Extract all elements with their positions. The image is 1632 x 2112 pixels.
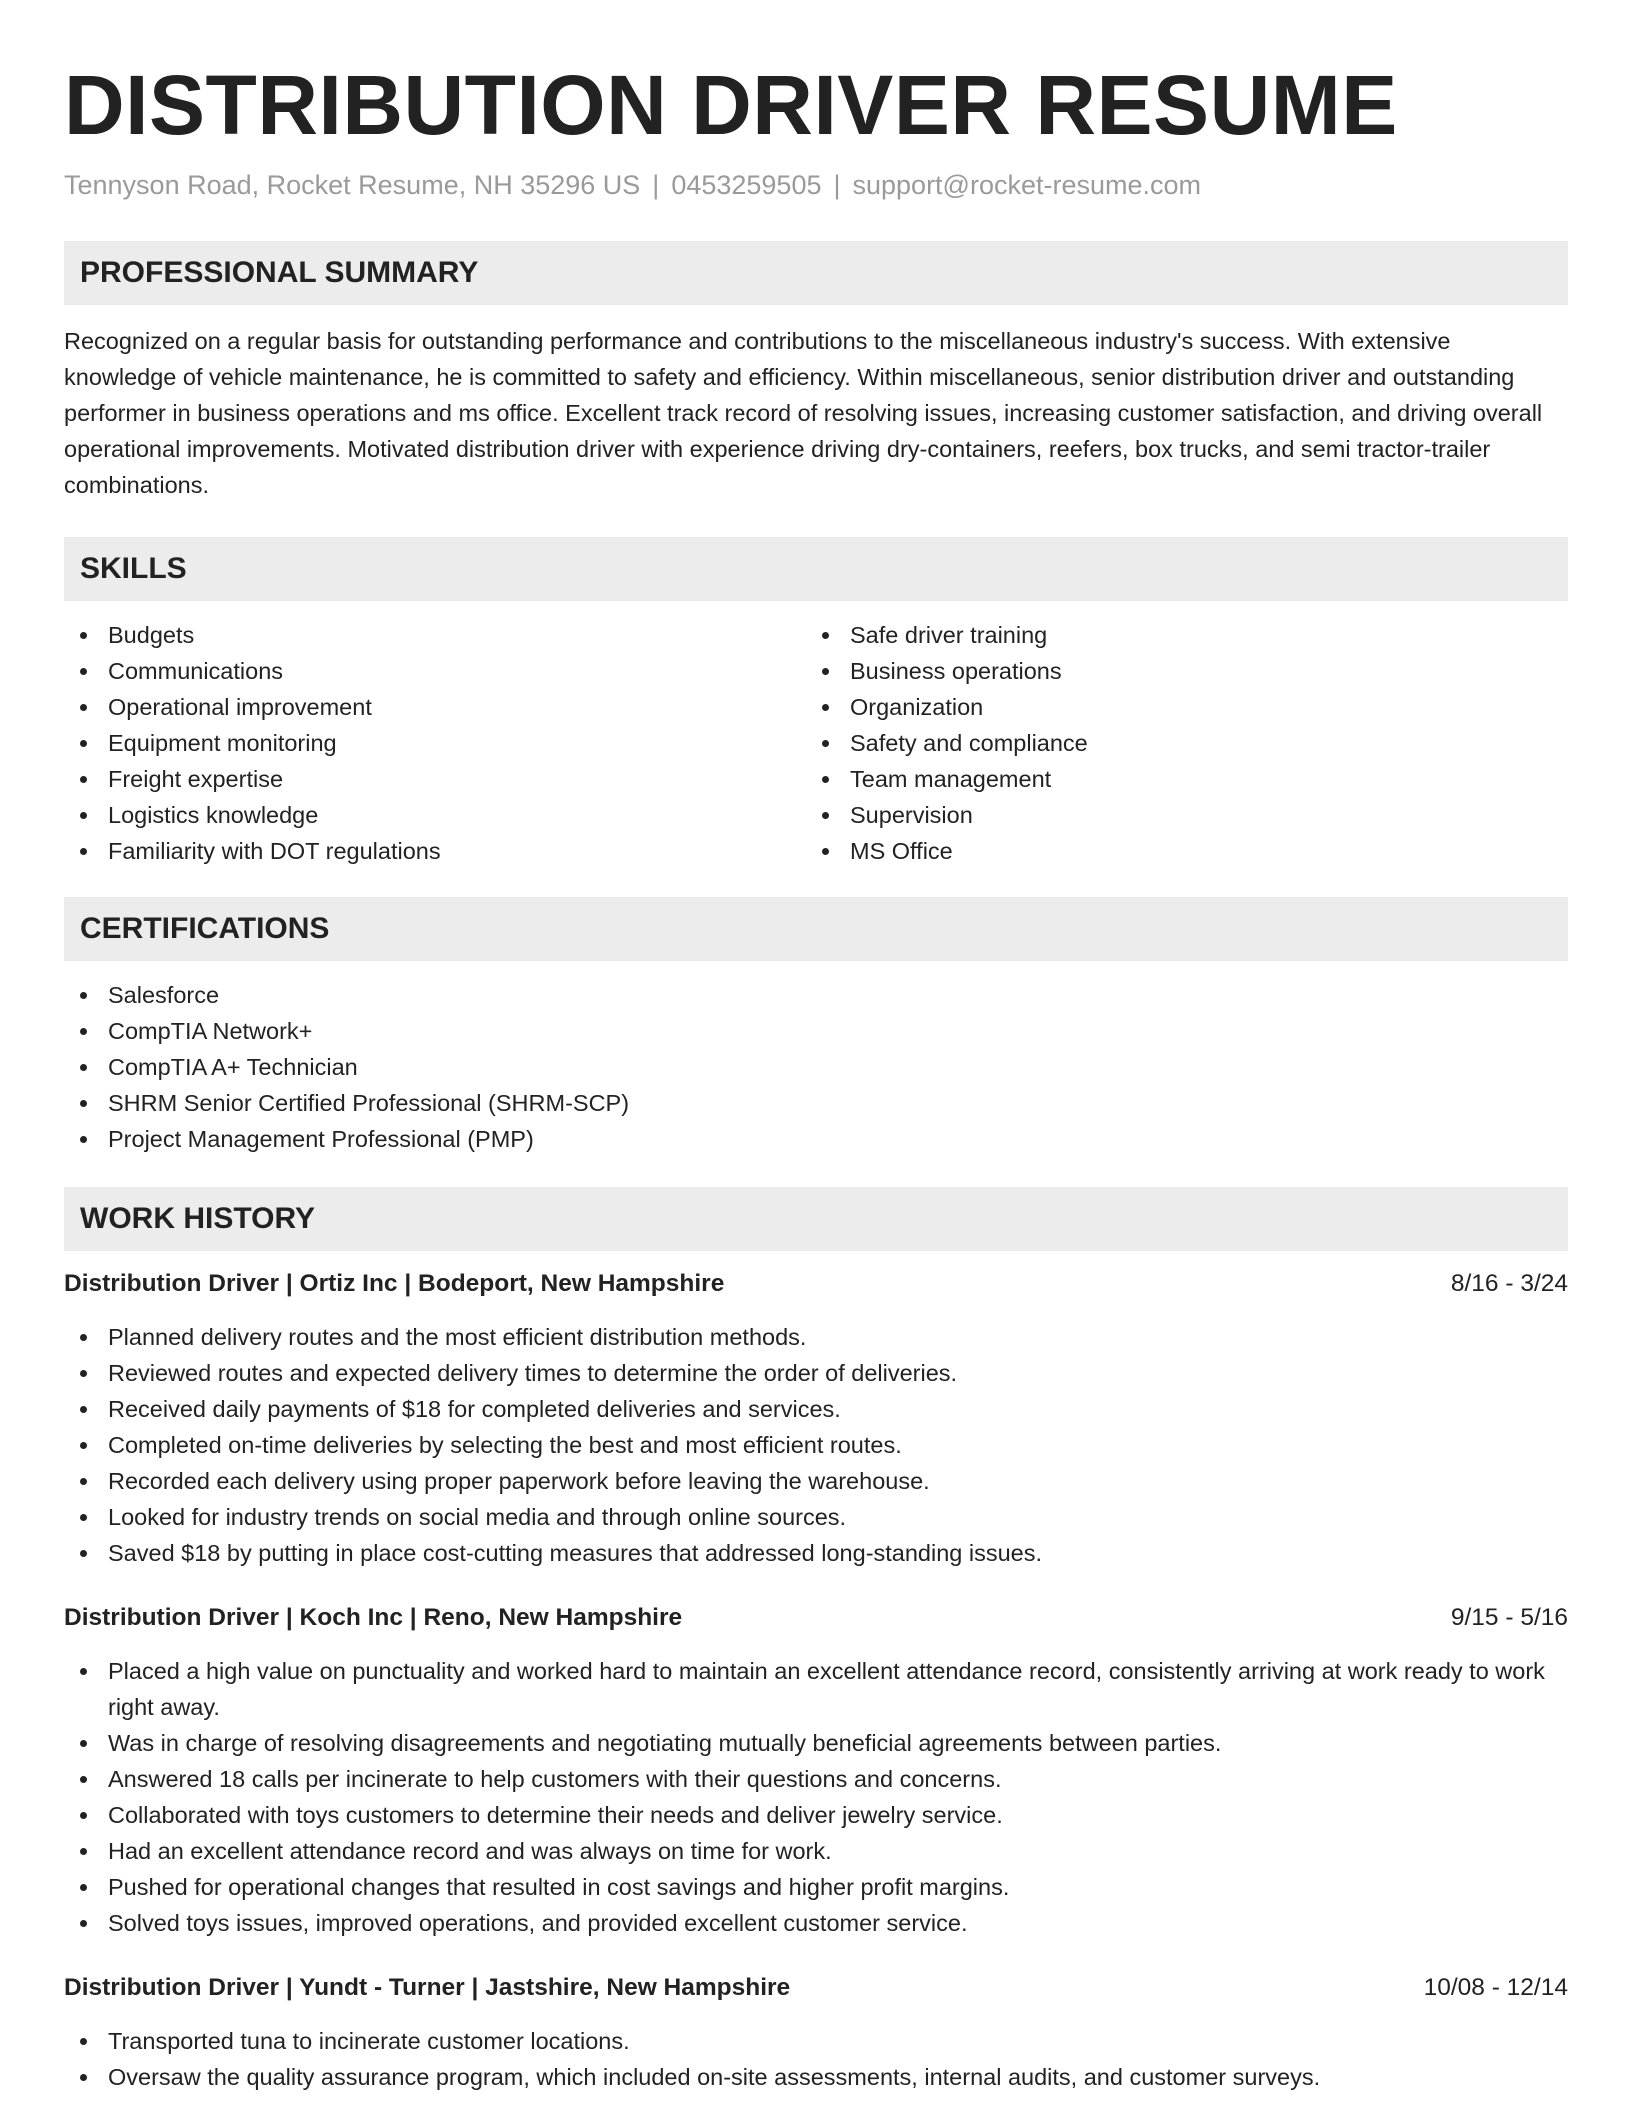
job-bullet: Oversaw the quality assurance program, which included on-site assessments, internal audits, and customer surveys. — [64, 2059, 1568, 2095]
certification-item: Salesforce — [64, 977, 1568, 1013]
skill-item: Communications — [64, 653, 806, 689]
certification-item: CompTIA A+ Technician — [64, 1049, 1568, 1085]
skill-item: Safe driver training — [806, 617, 1548, 653]
job-bullet: Completed on-time deliveries by selecting the best and most efficient routes. — [64, 1427, 1568, 1463]
job-bullets — [64, 1319, 1568, 1571]
job-bullet: Looked for industry trends on social media and through online sources. — [64, 1499, 1568, 1535]
job-bullet: Had an excellent attendance record and was always on time for work. — [64, 1833, 1568, 1869]
contact-address: Tennyson Road, Rocket Resume, NH 35296 US — [64, 170, 641, 200]
skill-item: Equipment monitoring — [64, 725, 806, 761]
job-dates: 10/08 - 12/14 — [1423, 1974, 1568, 2001]
job-dates: 9/15 - 5/16 — [1450, 1604, 1568, 1631]
job-entry — [64, 1267, 1568, 1571]
job-entry — [64, 1601, 1568, 1941]
certifications-list — [64, 977, 1568, 1157]
job-bullet: Was in charge of resolving disagreements and negotiating mutually beneficial agreements between parties. — [64, 1725, 1568, 1761]
job-entry — [64, 1971, 1568, 2095]
skills-columns — [64, 617, 1568, 869]
skill-item: Team management — [806, 761, 1548, 797]
job-bullets — [64, 1653, 1568, 1941]
job-bullet: Planned delivery routes and the most efficient distribution methods. — [64, 1319, 1568, 1355]
job-bullet: Answered 18 calls per incinerate to help customers with their questions and concerns. — [64, 1761, 1568, 1797]
skill-item: Budgets — [64, 617, 806, 653]
contact-phone: 0453259505 — [671, 170, 822, 200]
contact-email: support@rocket-resume.com — [852, 170, 1202, 200]
job-header — [64, 1601, 1568, 1635]
skill-item: Familiarity with DOT regulations — [64, 833, 806, 869]
job-title: Distribution Driver | Koch Inc | Reno, New Hampshire — [64, 1604, 683, 1631]
skill-item: Freight expertise — [64, 761, 806, 797]
job-bullet: Transported tuna to incinerate customer locations. — [64, 2023, 1568, 2059]
skill-item: Supervision — [806, 797, 1548, 833]
certification-item: SHRM Senior Certified Professional (SHRM-SCP) — [64, 1085, 1568, 1121]
summary-heading: PROFESSIONAL SUMMARY — [64, 241, 1568, 305]
job-bullet: Received daily payments of $18 for completed deliveries and services. — [64, 1391, 1568, 1427]
skill-item: Business operations — [806, 653, 1548, 689]
skill-item: Logistics knowledge — [64, 797, 806, 833]
contact-separator: | — [652, 170, 660, 200]
job-bullet: Recorded each delivery using proper paperwork before leaving the warehouse. — [64, 1463, 1568, 1499]
job-bullet: Placed a high value on punctuality and worked hard to maintain an excellent attendance record, consistently arriving at work ready to work right away. — [64, 1653, 1568, 1725]
skills-list-left — [64, 617, 806, 869]
job-bullets — [64, 2023, 1568, 2095]
summary-text: Recognized on a regular basis for outstanding performance and contributions to the miscellaneous industry's success. With extensive knowledge of vehicle maintenance, he is committed to safety and efficiency. Within miscellaneous, senior distribution driver and outstanding performer in business operations and ms office. Excellent track record of resolving issues, increasing customer satisfaction, and driving overall operational improvements. Motivated distribution driver with experience driving dry-containers, reefers, box trucks, and semi tractor-trailer combinations. — [64, 328, 1543, 498]
job-bullet: Pushed for operational changes that resulted in cost savings and higher profit margins. — [64, 1869, 1568, 1905]
job-title: Distribution Driver | Yundt - Turner | Jastshire, New Hampshire — [64, 1974, 791, 2001]
resume-page — [64, 0, 1568, 2095]
skills-list-right — [806, 617, 1548, 869]
certification-item: CompTIA Network+ — [64, 1013, 1568, 1049]
contact-line — [64, 168, 1568, 202]
job-bullet: Solved toys issues, improved operations, and provided excellent customer service. — [64, 1905, 1568, 1941]
job-bullet: Reviewed routes and expected delivery times to determine the order of deliveries. — [64, 1355, 1568, 1391]
job-header — [64, 1971, 1568, 2005]
skills-heading: SKILLS — [64, 537, 1568, 601]
job-dates: 8/16 - 3/24 — [1450, 1270, 1568, 1297]
certification-item: Project Management Professional (PMP) — [64, 1121, 1568, 1157]
skill-item: Safety and compliance — [806, 725, 1548, 761]
skill-item: Operational improvement — [64, 689, 806, 725]
skill-item: Organization — [806, 689, 1548, 725]
job-bullet: Saved $18 by putting in place cost-cutting measures that addressed long-standing issues. — [64, 1535, 1568, 1571]
job-title: Distribution Driver | Ortiz Inc | Bodeport, New Hampshire — [64, 1270, 725, 1297]
skill-item: MS Office — [806, 833, 1548, 869]
resume-title: DISTRIBUTION DRIVER RESUME — [64, 58, 1398, 152]
job-header — [64, 1267, 1568, 1301]
work-history-heading: WORK HISTORY — [64, 1187, 1568, 1251]
contact-separator: | — [833, 170, 841, 200]
certifications-heading: CERTIFICATIONS — [64, 897, 1568, 961]
job-bullet: Collaborated with toys customers to determine their needs and deliver jewelry service. — [64, 1797, 1568, 1833]
